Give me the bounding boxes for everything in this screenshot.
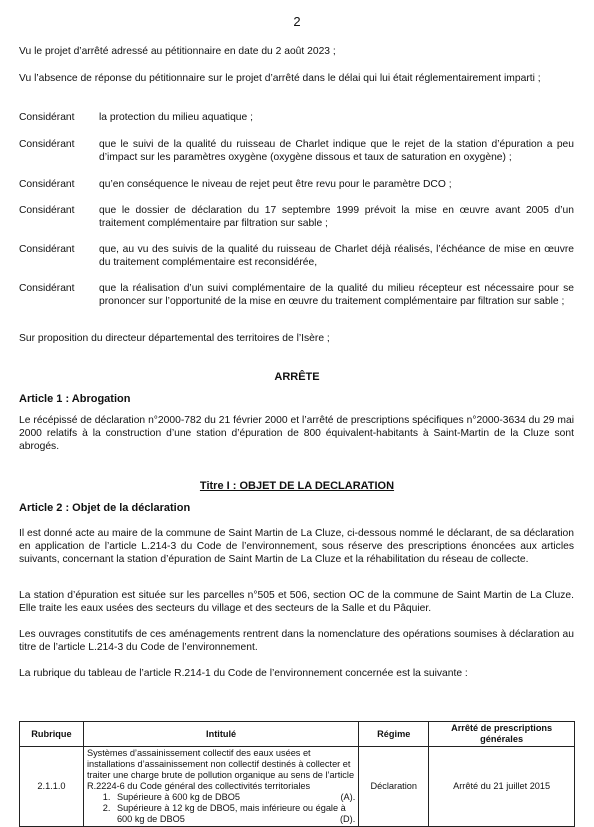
considerant-text: que, au vu des suivis de la qualité du ruisseau de Charlet déjà réalisés, l’échéance de mise en œuvre du traitement complémentaire est reconsidérée, bbox=[99, 244, 574, 269]
considerant-text: qu’en conséquence le niveau de rejet peut être revu pour le paramètre DCO ; bbox=[99, 179, 452, 190]
article-2-paragraph: La rubrique du tableau de l’article R.214-1 du Code de l’environnement concernée est la suivante : bbox=[19, 668, 468, 679]
article-2-paragraph: Les ouvrages constitutifs de ces aménagements rentrent dans la nomenclature des opérations soumises à déclaration au titre de l’article L.214-3 du Code de l’environnement. bbox=[19, 629, 574, 654]
threshold-list bbox=[87, 792, 355, 825]
proposition-text: Sur proposition du directeur départemental des territoires de l’Isère ; bbox=[19, 333, 330, 344]
cell-arrete: Arrêté du 21 juillet 2015 bbox=[429, 747, 575, 827]
vu-projet-arrete: Vu le projet d’arrêté adressé au pétitionnaire en date du 2 août 2023 ; bbox=[19, 46, 336, 57]
cell-intitule bbox=[83, 747, 358, 827]
threshold-text: Supérieure à 12 kg de DBO5, mais inférieure ou égale à 600 kg de DBO5 bbox=[116, 803, 346, 825]
table-header-row bbox=[20, 722, 575, 747]
vu-absence-reponse: Vu l’absence de réponse du pétitionnaire sur le projet d’arrêté dans le délai qui lui était réglementairement imparti ; bbox=[19, 73, 541, 84]
list-item bbox=[113, 792, 355, 803]
header-arrete: Arrêté de prescriptions générales bbox=[429, 722, 575, 747]
cell-regime: Déclaration bbox=[359, 747, 429, 827]
considerant-text: que la réalisation d’un suivi complémentaire de la qualité du milieu récepteur est nécessaire pour se prononcer sur l’opportunité de la mise en œuvre du traitement complémentaire par filtration sur sable ; bbox=[99, 283, 574, 308]
article-1-title: Article 1 : Abrogation bbox=[19, 393, 131, 405]
threshold-code: (A). bbox=[340, 792, 356, 803]
header-rubrique: Rubrique bbox=[20, 722, 84, 747]
article-1-text: Le récépissé de déclaration n°2000-782 du 21 février 2000 et l’arrêté de prescriptions spécifiques n°2000-3634 du 29 mai 2000 relatifs à la construction d’une station d’épuration de 800 équivalent-habitants à Saint-Martin de la Cluze sont abrogés. bbox=[19, 415, 574, 453]
considerant-label: Considérant bbox=[19, 244, 75, 255]
considerant-label: Considérant bbox=[19, 179, 75, 190]
considerant-label: Considérant bbox=[19, 283, 75, 294]
considerant-text: que le suivi de la qualité du ruisseau de Charlet indique que le rejet de la station d’épuration a peu d’impact sur les paramètres oxygène (oxygène dissous et taux de saturation en oxygène) ; bbox=[99, 139, 574, 164]
table-row bbox=[20, 747, 575, 827]
arrete-heading: ARRÊTE bbox=[274, 371, 320, 383]
cell-rubrique: 2.1.1.0 bbox=[20, 747, 84, 827]
titre-1-heading: Titre I : OBJET DE LA DECLARATION bbox=[199, 480, 395, 492]
page-number: 2 bbox=[293, 14, 301, 29]
nomenclature-table bbox=[19, 721, 575, 827]
header-regime: Régime bbox=[359, 722, 429, 747]
threshold-text: Supérieure à 600 kg de DBO5 bbox=[116, 792, 241, 803]
threshold-code: (D). bbox=[339, 814, 356, 825]
header-intitule: Intitulé bbox=[83, 722, 358, 747]
article-2-paragraph: Il est donné acte au maire de la commune de Saint Martin de La Cluze, ci-dessous nommé le déclarant, de sa déclaration en application de l’article L.214-3 du Code de l’environnement, sous réserve des prescriptions énoncées aux articles suivants, concernant la station d’épuration de Saint Martin de La Cluze et la réhabilitation du réseau de collecte. bbox=[19, 528, 574, 566]
intitule-text: Systèmes d’assainissement collectif des eaux usées et installations d’assainissement non collectif destinés à collecter et traiter une charge brute de pollution organique au sens de l’article R.2224-6 du Code général des collectivités territoriales bbox=[86, 748, 355, 792]
considerant-text: la protection du milieu aquatique ; bbox=[99, 112, 253, 123]
considerant-label: Considérant bbox=[19, 205, 75, 216]
considerant-text: que le dossier de déclaration du 17 septembre 1999 prévoit la mise en œuvre avant 2005 d’un traitement complémentaire par filtration sur sable ; bbox=[99, 205, 574, 230]
considerant-label: Considérant bbox=[19, 112, 75, 123]
considerant-label: Considérant bbox=[19, 139, 75, 150]
article-2-paragraph: La station d’épuration est située sur les parcelles n°505 et 506, section OC de la commune de Saint Martin de La Cluze. Elle traite les eaux usées des secteurs du village et des secteurs de la Salle et du Pâquier. bbox=[19, 590, 574, 615]
article-2-title: Article 2 : Objet de la déclaration bbox=[19, 502, 191, 514]
